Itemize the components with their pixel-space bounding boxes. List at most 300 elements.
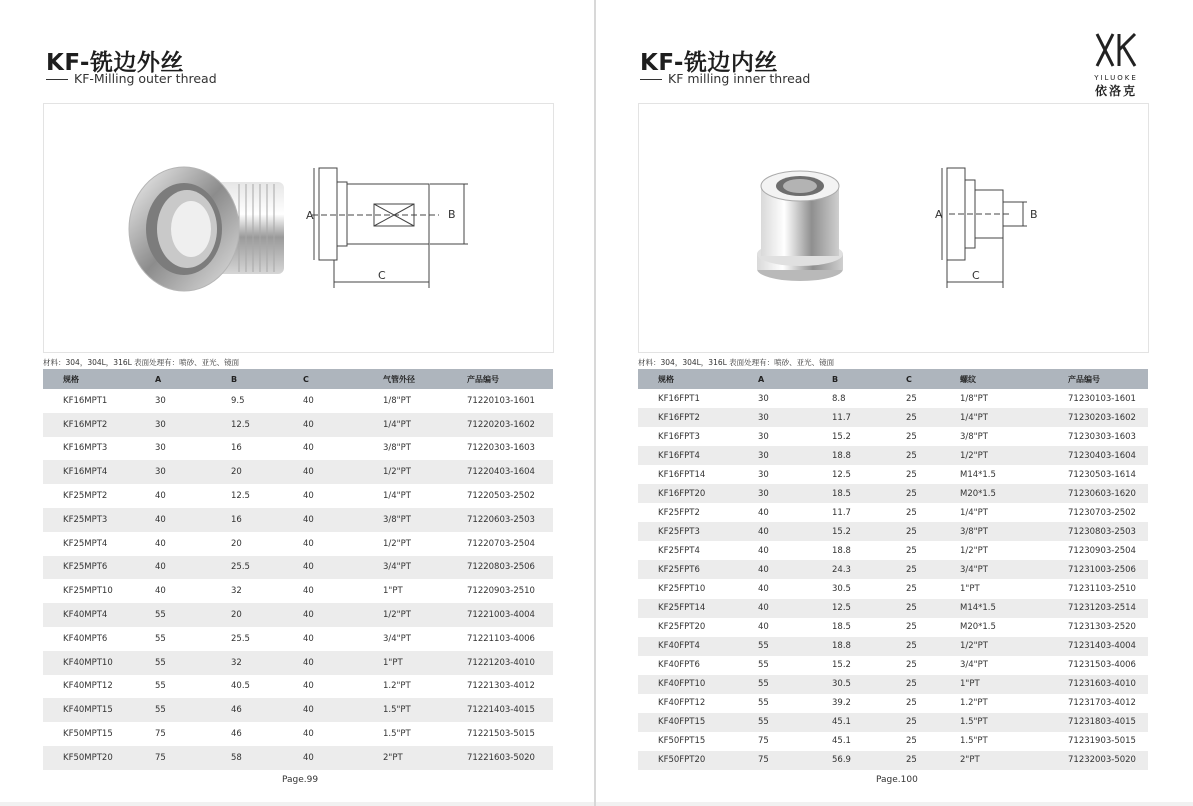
product-illustration xyxy=(639,104,1148,352)
table-cell: 3/4"PT xyxy=(960,564,988,575)
table-cell: 55 xyxy=(155,681,166,692)
table-cell: 3/8"PT xyxy=(383,443,411,454)
table-row xyxy=(638,656,1148,675)
page-number: Page.99 xyxy=(282,775,319,785)
table-cell: 40 xyxy=(758,583,769,594)
table-cell: 25 xyxy=(906,641,917,652)
table-cell: 55 xyxy=(758,717,769,728)
table-cell: 1"PT xyxy=(383,657,403,668)
table-cell: 3/4"PT xyxy=(960,660,988,671)
col-header: 规格 xyxy=(63,374,79,384)
page-subtitle xyxy=(46,71,217,86)
table-cell: 1/4"PT xyxy=(383,419,411,430)
table-cell: 71231303-2520 xyxy=(1068,622,1136,633)
table-cell: KF50MPT20 xyxy=(63,752,113,763)
table-cell: 30 xyxy=(155,443,166,454)
table-cell: 40 xyxy=(155,514,166,525)
col-header: C xyxy=(303,374,309,384)
table-cell: 71230803-2503 xyxy=(1068,526,1136,537)
table-cell: 30 xyxy=(758,412,769,423)
table-cell: 1/4"PT xyxy=(960,412,988,423)
table-cell: 58 xyxy=(231,752,242,763)
table-cell: 30 xyxy=(758,393,769,404)
table-cell: KF40FPT10 xyxy=(658,679,706,690)
table-row xyxy=(43,627,553,651)
table-cell: 71231203-2514 xyxy=(1068,603,1136,614)
table-row xyxy=(638,694,1148,713)
table-cell: 2"PT xyxy=(383,752,403,763)
table-row xyxy=(43,603,553,627)
table-row xyxy=(43,675,553,699)
fitting-photo xyxy=(757,171,843,281)
table-cell: KF16MPT3 xyxy=(63,443,108,454)
table-cell: 55 xyxy=(758,641,769,652)
table-cell: 45.1 xyxy=(832,736,851,747)
table-row xyxy=(638,751,1148,770)
table-row xyxy=(638,389,1148,408)
table-cell: 75 xyxy=(155,752,166,763)
table-cell: 40 xyxy=(303,419,314,430)
table-cell: KF40FPT15 xyxy=(658,717,706,728)
table-cell: 32 xyxy=(231,657,242,668)
table-cell: 16 xyxy=(231,443,242,454)
table-cell: 71231503-4006 xyxy=(1068,660,1136,671)
col-header: A xyxy=(758,374,765,384)
table-cell: 25 xyxy=(906,545,917,556)
table-row xyxy=(638,675,1148,694)
table-cell: 25 xyxy=(906,698,917,709)
table-cell: KF40MPT10 xyxy=(63,657,113,668)
table-cell: KF25FPT6 xyxy=(658,564,700,575)
table-cell: 46 xyxy=(231,705,242,716)
page-subtitle xyxy=(640,71,810,86)
technical-drawing xyxy=(312,168,468,288)
table-cell: 25 xyxy=(906,393,917,404)
table-cell: M20*1.5 xyxy=(960,622,996,633)
table-cell: 40 xyxy=(758,622,769,633)
table-cell: 40 xyxy=(303,705,314,716)
table-cell: 71221203-4010 xyxy=(467,657,535,668)
table-cell: 40 xyxy=(758,526,769,537)
table-cell: 71220603-2503 xyxy=(467,514,535,525)
table-cell: KF40FPT12 xyxy=(658,698,706,709)
table-cell: KF25MPT2 xyxy=(63,491,108,502)
table-cell: KF16FPT2 xyxy=(658,412,700,423)
table-row xyxy=(43,579,553,603)
table-cell: 71231803-4015 xyxy=(1068,717,1136,728)
table-row xyxy=(638,541,1148,560)
table-cell: 25 xyxy=(906,717,917,728)
table-cell: 40 xyxy=(303,538,314,549)
brand-name-cn: 依洛克 xyxy=(1094,84,1137,98)
table-cell: 1/2"PT xyxy=(960,450,988,461)
table-row xyxy=(638,503,1148,522)
table-cell: 71231603-4010 xyxy=(1068,679,1136,690)
table-cell: 40 xyxy=(303,633,314,644)
table-cell: KF50FPT20 xyxy=(658,755,706,766)
table-cell: 71221303-4012 xyxy=(467,681,535,692)
table-cell: 12.5 xyxy=(832,469,851,480)
dimension-label-a: A xyxy=(935,208,943,221)
table-row xyxy=(638,732,1148,751)
table-cell: 40 xyxy=(758,564,769,575)
table-cell: KF25FPT2 xyxy=(658,507,700,518)
table-cell: 3/8"PT xyxy=(960,431,988,442)
table-cell: 71230303-1603 xyxy=(1068,431,1136,442)
table-cell: 20 xyxy=(231,610,242,621)
table-cell: M20*1.5 xyxy=(960,488,996,499)
table-cell: KF40MPT15 xyxy=(63,705,113,716)
col-header: 产品编号 xyxy=(467,374,499,384)
table-cell: 71230103-1601 xyxy=(1068,393,1136,404)
page-title: KF-铣边外丝 xyxy=(46,50,184,76)
table-cell: KF40FPT6 xyxy=(658,660,700,671)
table-cell: 30 xyxy=(155,419,166,430)
col-header: A xyxy=(155,374,162,384)
table-cell: 71230903-2504 xyxy=(1068,545,1136,556)
table-cell: 15.2 xyxy=(832,660,851,671)
table-cell: 18.5 xyxy=(832,622,851,633)
dimension-label-c: C xyxy=(378,269,386,282)
table-cell: KF16MPT1 xyxy=(63,395,108,406)
table-cell: 18.8 xyxy=(832,641,851,652)
table-row xyxy=(43,532,553,556)
table-cell: KF16MPT4 xyxy=(63,467,108,478)
table-cell: 40 xyxy=(155,562,166,573)
table-cell: KF50FPT15 xyxy=(658,736,706,747)
table-cell: 40 xyxy=(155,538,166,549)
table-cell: 71221003-4004 xyxy=(467,610,535,621)
table-row xyxy=(638,427,1148,446)
table-cell: KF50MPT15 xyxy=(63,729,113,740)
table-cell: 12.5 xyxy=(832,603,851,614)
table-row xyxy=(638,560,1148,579)
table-cell: 40 xyxy=(303,443,314,454)
table-cell: 55 xyxy=(155,610,166,621)
table-cell: 1/2"PT xyxy=(960,641,988,652)
table-cell: 30 xyxy=(758,450,769,461)
brand-logo xyxy=(1086,32,1146,99)
table-row xyxy=(43,722,553,746)
table-cell: 75 xyxy=(758,755,769,766)
dimension-label-b: B xyxy=(448,208,456,221)
table-cell: 40 xyxy=(303,681,314,692)
table-row xyxy=(43,698,553,722)
yiluoke-logo-icon xyxy=(1093,32,1139,68)
table-cell: 71221103-4006 xyxy=(467,633,535,644)
table-cell: 71220503-2502 xyxy=(467,491,535,502)
table-cell: 1/8"PT xyxy=(960,393,988,404)
product-figure xyxy=(43,103,554,353)
table-cell: 25.5 xyxy=(231,562,250,573)
table-cell: 25 xyxy=(906,564,917,575)
table-cell: 30 xyxy=(155,395,166,406)
table-cell: 71231703-4012 xyxy=(1068,698,1136,709)
table-cell: 11.7 xyxy=(832,507,851,518)
table-row xyxy=(638,579,1148,598)
subtitle-text: KF milling inner thread xyxy=(668,71,811,86)
table-cell: 1/2"PT xyxy=(383,610,411,621)
table-row xyxy=(43,389,553,413)
table-cell: 25 xyxy=(906,583,917,594)
table-cell: 1"PT xyxy=(960,679,980,690)
table-cell: 40 xyxy=(758,603,769,614)
table-cell: 25 xyxy=(906,603,917,614)
table-cell: 25 xyxy=(906,755,917,766)
table-row xyxy=(43,746,553,770)
table-cell: 71220403-1604 xyxy=(467,467,535,478)
table-cell: 71232003-5020 xyxy=(1068,755,1136,766)
table-cell: 56.9 xyxy=(832,755,851,766)
table-cell: KF25FPT4 xyxy=(658,545,700,556)
table-cell: 11.7 xyxy=(832,412,851,423)
table-cell: 25.5 xyxy=(231,633,250,644)
table-cell: 18.8 xyxy=(832,545,851,556)
table-cell: 1.5"PT xyxy=(960,717,988,728)
col-header: C xyxy=(906,374,912,384)
table-cell: 40 xyxy=(303,752,314,763)
technical-drawing xyxy=(942,168,1027,288)
table-cell: 40 xyxy=(155,491,166,502)
table-cell: 15.2 xyxy=(832,431,851,442)
table-cell: 71220703-2504 xyxy=(467,538,535,549)
table-cell: 71231103-2510 xyxy=(1068,583,1136,594)
table-cell: 16 xyxy=(231,514,242,525)
fitting-photo xyxy=(129,167,284,291)
table-cell: 55 xyxy=(758,660,769,671)
table-cell: 46 xyxy=(231,729,242,740)
table-cell: KF25MPT3 xyxy=(63,514,108,525)
subtitle-dash xyxy=(46,79,68,80)
table-cell: 1.2"PT xyxy=(383,681,411,692)
table-cell: 71220203-1602 xyxy=(467,419,535,430)
table-cell: 32 xyxy=(231,586,242,597)
table-cell: KF40FPT4 xyxy=(658,641,700,652)
table-cell: 30 xyxy=(758,431,769,442)
table-cell: 71220303-1603 xyxy=(467,443,535,454)
table-row xyxy=(43,508,553,532)
table-cell: 71221603-5020 xyxy=(467,752,535,763)
table-cell: 71221403-4015 xyxy=(467,705,535,716)
table-cell: KF25FPT14 xyxy=(658,603,706,614)
table-cell: 30 xyxy=(758,469,769,480)
table-cell: 1/4"PT xyxy=(960,507,988,518)
table-row xyxy=(638,484,1148,503)
spec-table xyxy=(638,369,1148,770)
left-page xyxy=(0,0,594,802)
table-cell: M14*1.5 xyxy=(960,603,996,614)
table-cell: 55 xyxy=(758,698,769,709)
table-cell: 1.5"PT xyxy=(383,729,411,740)
col-header: B xyxy=(832,374,839,384)
dimension-label-c: C xyxy=(972,269,980,282)
table-cell: 30 xyxy=(155,467,166,478)
table-row xyxy=(43,556,553,580)
dimension-label-a: A xyxy=(306,209,314,222)
table-cell: 3/4"PT xyxy=(383,562,411,573)
table-cell: M14*1.5 xyxy=(960,469,996,480)
table-header-row xyxy=(43,369,553,389)
table-cell: 40 xyxy=(303,586,314,597)
dimension-label-b: B xyxy=(1030,208,1038,221)
table-cell: 3/8"PT xyxy=(383,514,411,525)
table-row xyxy=(43,460,553,484)
table-cell: 12.5 xyxy=(231,419,250,430)
table-cell: 71230203-1602 xyxy=(1068,412,1136,423)
table-cell: 40 xyxy=(303,514,314,525)
table-cell: 25 xyxy=(906,660,917,671)
col-header: 螺纹 xyxy=(960,374,976,384)
table-cell: KF25MPT4 xyxy=(63,538,108,549)
table-cell: 40 xyxy=(303,610,314,621)
table-cell: KF25FPT10 xyxy=(658,583,706,594)
table-cell: 8.8 xyxy=(832,393,846,404)
table-cell: 55 xyxy=(758,679,769,690)
table-cell: 40 xyxy=(303,395,314,406)
table-cell: KF16FPT3 xyxy=(658,431,700,442)
product-figure xyxy=(638,103,1149,353)
table-cell: 71220903-2510 xyxy=(467,586,535,597)
table-cell: 1.5"PT xyxy=(383,705,411,716)
table-cell: 1.2"PT xyxy=(960,698,988,709)
table-row xyxy=(43,437,553,461)
table-cell: 71220803-2506 xyxy=(467,562,535,573)
table-cell: 30 xyxy=(758,488,769,499)
table-cell: 1/4"PT xyxy=(383,491,411,502)
table-row xyxy=(638,522,1148,541)
table-cell: 25 xyxy=(906,507,917,518)
table-cell: 20 xyxy=(231,538,242,549)
table-row xyxy=(638,408,1148,427)
table-cell: KF25MPT10 xyxy=(63,586,113,597)
table-body xyxy=(638,389,1148,770)
product-illustration xyxy=(44,104,553,352)
table-cell: 75 xyxy=(758,736,769,747)
table-cell: KF16FPT1 xyxy=(658,393,700,404)
table-row xyxy=(638,618,1148,637)
table-cell: KF16FPT14 xyxy=(658,469,706,480)
table-cell: 45.1 xyxy=(832,717,851,728)
table-cell: KF40MPT12 xyxy=(63,681,113,692)
table-cell: KF25FPT20 xyxy=(658,622,706,633)
table-cell: 40 xyxy=(303,467,314,478)
table-cell: 25 xyxy=(906,622,917,633)
table-cell: 71231903-5015 xyxy=(1068,736,1136,747)
table-cell: 2"PT xyxy=(960,755,980,766)
table-cell: 40.5 xyxy=(231,681,250,692)
table-cell: 3/4"PT xyxy=(383,633,411,644)
table-cell: 25 xyxy=(906,488,917,499)
table-cell: 18.5 xyxy=(832,488,851,499)
table-cell: 40 xyxy=(758,545,769,556)
table-cell: 30.5 xyxy=(832,583,851,594)
right-page xyxy=(596,0,1193,802)
table-cell: 15.2 xyxy=(832,526,851,537)
table-cell: 55 xyxy=(155,633,166,644)
table-cell: 1/2"PT xyxy=(383,467,411,478)
table-cell: 25 xyxy=(906,412,917,423)
subtitle-text: KF-Milling outer thread xyxy=(74,71,217,86)
table-cell: 25 xyxy=(906,450,917,461)
table-cell: KF16FPT4 xyxy=(658,450,700,461)
table-cell: 55 xyxy=(155,705,166,716)
table-cell: 1/2"PT xyxy=(383,538,411,549)
table-row xyxy=(43,413,553,437)
table-cell: 25 xyxy=(906,431,917,442)
table-cell: 71221503-5015 xyxy=(467,729,535,740)
table-cell: KF16MPT2 xyxy=(63,419,108,430)
table-cell: 40 xyxy=(303,491,314,502)
table-cell: KF25FPT3 xyxy=(658,526,700,537)
table-cell: 40 xyxy=(758,507,769,518)
material-note: 材料：304，304L，316L 表面处理有：喷砂、亚光、镜面 xyxy=(43,358,240,367)
table-cell: 18.8 xyxy=(832,450,851,461)
table-cell: 30.5 xyxy=(832,679,851,690)
table-cell: 71231403-4004 xyxy=(1068,641,1136,652)
table-cell: 71230503-1614 xyxy=(1068,469,1136,480)
table-cell: 24.3 xyxy=(832,564,851,575)
page-title: KF-铣边内丝 xyxy=(640,50,778,76)
table-cell: 1"PT xyxy=(383,586,403,597)
col-header: B xyxy=(231,374,238,384)
table-cell: 40 xyxy=(155,586,166,597)
table-cell: 20 xyxy=(231,467,242,478)
table-cell: KF40MPT4 xyxy=(63,610,108,621)
table-cell: 1/2"PT xyxy=(960,545,988,556)
table-cell: 71220103-1601 xyxy=(467,395,535,406)
table-row xyxy=(638,599,1148,618)
table-cell: 75 xyxy=(155,729,166,740)
page-number: Page.100 xyxy=(876,775,918,785)
table-row xyxy=(638,446,1148,465)
col-header: 规格 xyxy=(658,374,674,384)
spec-table xyxy=(43,369,553,770)
table-cell: 12.5 xyxy=(231,491,250,502)
table-row xyxy=(43,651,553,675)
table-cell: 1/8"PT xyxy=(383,395,411,406)
table-cell: 71231003-2506 xyxy=(1068,564,1136,575)
table-cell: 71230603-1620 xyxy=(1068,488,1136,499)
material-note: 材料：304，304L，316L 表面处理有：喷砂、亚光、镜面 xyxy=(638,358,835,367)
table-cell: 71230703-2502 xyxy=(1068,507,1136,518)
table-cell: KF16FPT20 xyxy=(658,488,706,499)
table-cell: 1"PT xyxy=(960,583,980,594)
table-cell: 25 xyxy=(906,736,917,747)
table-cell: KF40MPT6 xyxy=(63,633,108,644)
table-cell: 40 xyxy=(303,562,314,573)
table-cell: 25 xyxy=(906,679,917,690)
subtitle-dash xyxy=(640,79,662,80)
table-cell: KF25MPT6 xyxy=(63,562,108,573)
table-row xyxy=(638,465,1148,484)
table-cell: 9.5 xyxy=(231,395,245,406)
table-cell: 55 xyxy=(155,657,166,668)
table-cell: 39.2 xyxy=(832,698,851,709)
table-row xyxy=(638,637,1148,656)
brand-name: YILUOKE xyxy=(1094,74,1138,82)
col-header: 气管外径 xyxy=(383,374,415,384)
table-header-row xyxy=(638,369,1148,389)
table-cell: 71230403-1604 xyxy=(1068,450,1136,461)
table-cell: 25 xyxy=(906,469,917,480)
table-cell: 40 xyxy=(303,657,314,668)
table-row xyxy=(638,713,1148,732)
table-cell: 3/8"PT xyxy=(960,526,988,537)
col-header: 产品编号 xyxy=(1068,374,1100,384)
table-body xyxy=(43,389,553,770)
table-cell: 1.5"PT xyxy=(960,736,988,747)
table-cell: 40 xyxy=(303,729,314,740)
